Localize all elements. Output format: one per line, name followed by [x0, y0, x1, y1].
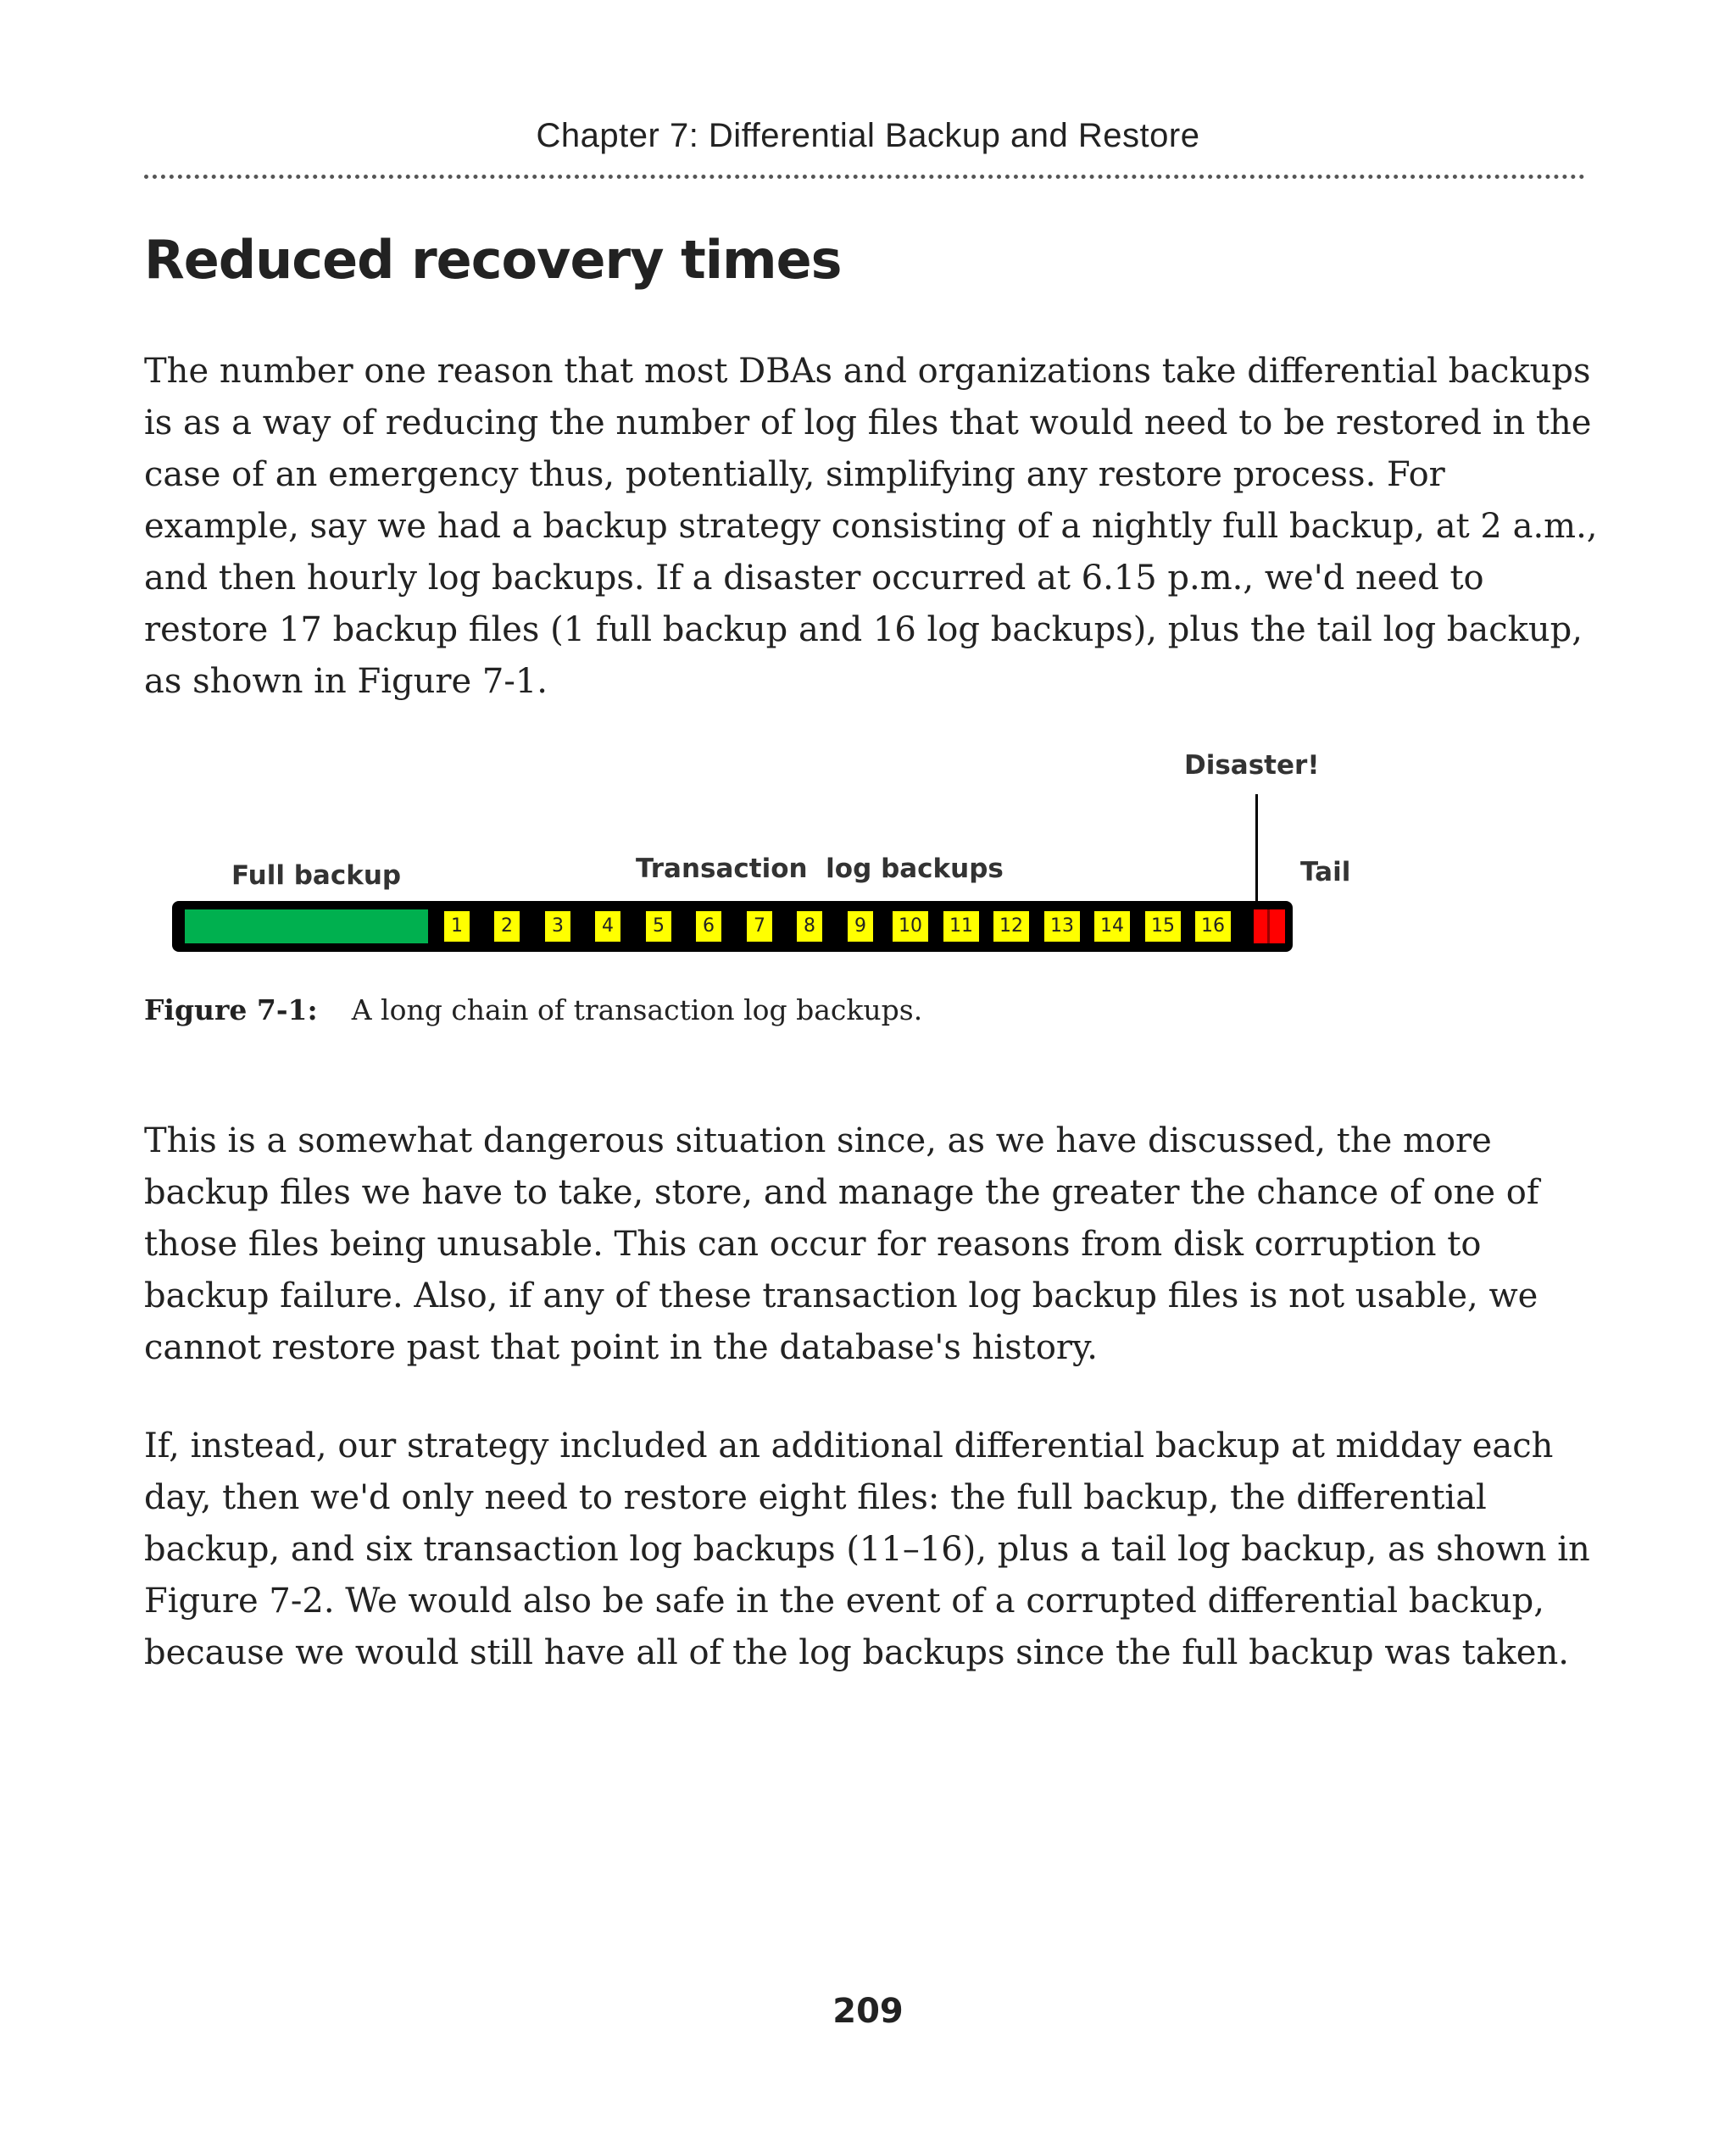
log-backup-box: 11 — [943, 911, 979, 942]
header-divider — [144, 175, 1585, 179]
log-backup-box: 8 — [797, 911, 822, 942]
figure-caption-text: A long chain of transaction log backups. — [351, 993, 923, 1026]
body-paragraph-1: The number one reason that most DBAs and organizations take differential backups is as a way of reducing the number of log files that would need to be restored in the case of an emergency thus, potentially, simplifying any restore process. For example, say we had a backup strategy consisting of a nightly full backup, at 2 a.m., and then hourly log backups. If a disaster occurred at 6.15 p.m., we'd need to restore 17 backup files (1 full backup and 16 log backups), plus the tail log backup, as shown in Figure 7-1. — [144, 352, 1598, 701]
tail-block-divider — [1267, 909, 1270, 943]
figure-backup-chain — [170, 742, 1373, 970]
log-backup-box: 13 — [1044, 911, 1080, 942]
body-paragraph-2: This is a somewhat dangerous situation since, as we have discussed, the more backup files we have to take, store, and manage the greater the chance of one of those files being unusable. This can occur for reasons from disk corruption to backup failure. Also, if any of these transaction log backup files is not usable, we cannot restore past that point in the database's history. — [144, 1121, 1539, 1367]
disaster-label: Disaster! — [1184, 750, 1320, 781]
section-title: Reduced recovery times — [144, 229, 842, 291]
figure-caption-label: Figure 7-1: — [144, 993, 318, 1026]
figure-caption — [144, 993, 922, 1026]
log-backup-box: 2 — [494, 911, 520, 942]
running-header: Chapter 7: Differential Backup and Restore — [536, 117, 1200, 154]
backup-timeline-bar — [172, 901, 1293, 952]
log-backup-box: 1 — [444, 911, 470, 942]
full-backup-block — [185, 909, 428, 943]
log-backup-box: 6 — [696, 911, 721, 942]
transaction-log-label: Transaction log backups — [636, 854, 1004, 884]
log-backup-box: 10 — [893, 911, 928, 942]
log-backup-box: 9 — [848, 911, 873, 942]
log-backup-box: 4 — [595, 911, 620, 942]
log-backup-box: 14 — [1094, 911, 1130, 942]
tail-label: Tail — [1300, 857, 1351, 887]
log-backup-box: 15 — [1145, 911, 1181, 942]
full-backup-label: Full backup — [231, 860, 402, 891]
log-backup-box: 16 — [1195, 911, 1231, 942]
log-backup-box: 12 — [993, 911, 1029, 942]
disaster-marker-line — [1255, 794, 1258, 903]
log-backup-box: 3 — [545, 911, 570, 942]
log-backup-box: 5 — [646, 911, 671, 942]
body-paragraph-3: If, instead, our strategy included an additional differential backup at midday each day, then we'd only need to restore eight files: the full backup, the differential backup, and six transaction log backups (11–16), plus a tail log backup, as shown in Figure 7-2. We would also be safe in the event of a corrupted differential backup, because we would still have all of the log backups since the full backup was taken. — [144, 1426, 1590, 1672]
log-backup-box: 7 — [747, 911, 772, 942]
page-number: 209 — [832, 1992, 904, 2031]
